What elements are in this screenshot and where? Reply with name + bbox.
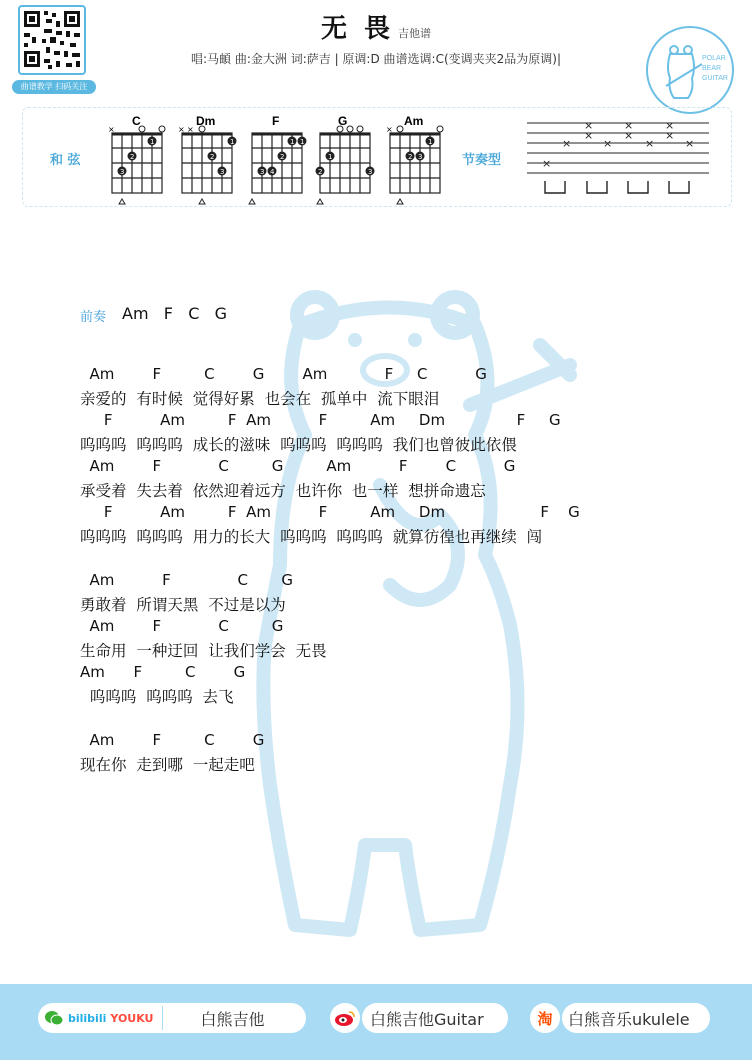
svg-text:1: 1 [328, 153, 333, 161]
svg-text:×: × [108, 125, 115, 134]
lyric-line: 勇敢着 所谓天黑 不过是以为 [80, 596, 286, 614]
chord-line: Am F C G Am F C G [80, 365, 487, 383]
song-subtitle: 吉他谱 [398, 27, 432, 40]
youku-icon: YOUKU [110, 1011, 154, 1025]
lyric-line: 呜呜呜 呜呜呜 用力的长大 呜呜呜 呜呜呜 就算彷徨也再继续 闯 [80, 528, 543, 546]
svg-text:3: 3 [368, 168, 373, 176]
footer-pill-video-label: 白熊吉他 [200, 1009, 265, 1029]
chord-line: F Am F Am F Am Dm F G [80, 411, 561, 429]
chord-diagram-g [314, 113, 378, 205]
chord-name-f: F [272, 114, 280, 128]
svg-text:1: 1 [150, 138, 155, 146]
svg-text:2: 2 [280, 153, 285, 161]
svg-text:3: 3 [220, 168, 225, 176]
rhythm-label: 节奏型 [462, 153, 502, 168]
logo-text-bear: BEAR [702, 65, 722, 72]
song-title: 无 畏 [320, 14, 395, 44]
lyric-line: 生命用 一种迂回 让我们学会 无畏 [80, 642, 327, 660]
svg-text:×: × [665, 119, 675, 132]
svg-text:×: × [584, 129, 594, 142]
svg-text:×: × [584, 119, 594, 132]
prelude-tag: 前奏 [80, 310, 107, 325]
svg-text:×: × [562, 137, 572, 150]
svg-text:×: × [542, 157, 552, 170]
chord-diagram-am [384, 113, 448, 205]
bilibili-icon: bilibili [68, 1011, 107, 1025]
footer-pill-taobao[interactable] [562, 1003, 710, 1033]
lyric-line: 承受着 失去着 依然迎着远方 也许你 也一样 想拼命遗忘 [80, 482, 486, 500]
chord-line: Am F C G [80, 731, 265, 749]
chord-line: F Am F Am F Am Dm F G [80, 503, 580, 521]
footer-pill-weibo[interactable] [362, 1003, 508, 1033]
svg-text:1: 1 [230, 138, 235, 146]
lyric-line: 亲爱的 有时候 觉得好累 也会在 孤单中 流下眼泪 [80, 390, 440, 408]
chord-diagram-c [106, 113, 170, 205]
svg-text:2: 2 [318, 168, 323, 176]
svg-text:×: × [603, 137, 613, 150]
chords-label: 和 弦 [50, 153, 81, 168]
svg-text:×: × [624, 119, 634, 132]
chord-line: Am F C G [80, 617, 284, 635]
svg-text:1: 1 [428, 138, 433, 146]
footer-pill-video[interactable] [38, 1003, 306, 1033]
footer-pill-taobao-label: 白熊音乐ukulele [568, 1009, 690, 1029]
logo-text-polar: POLAR [702, 55, 726, 62]
chord-diagram-f [246, 113, 310, 205]
polar-bear-logo [644, 24, 736, 116]
wechat-icon [44, 1010, 64, 1026]
lyric-line: 呜呜呜 呜呜呜 成长的滋味 呜呜呜 呜呜呜 我们也曾彼此依偎 [80, 436, 517, 454]
svg-text:×: × [685, 137, 695, 150]
svg-text:×: × [178, 125, 185, 134]
chord-name-c: C [132, 114, 141, 128]
bear-watermark [240, 285, 600, 950]
chord-line: Am F C G [80, 571, 293, 589]
taobao-icon[interactable]: 淘 [530, 1003, 560, 1033]
svg-text:2: 2 [408, 153, 413, 161]
svg-text:×: × [187, 125, 194, 134]
chord-name-dm: Dm [196, 114, 216, 128]
svg-text:4: 4 [270, 168, 275, 176]
chord-line: Am F C G [80, 663, 246, 681]
svg-text:×: × [645, 137, 655, 150]
song-meta: 唱:马頔 曲:金大洲 词:萨吉 | 原调:D 曲谱选调:C(变调夹夹2品为原调)| [191, 52, 561, 66]
weibo-icon[interactable] [330, 1003, 360, 1033]
pill-divider [162, 1006, 163, 1030]
svg-text:2: 2 [130, 153, 135, 161]
chord-line: Am F C G Am F C G [80, 457, 516, 475]
lyric-line: 呜呜呜 呜呜呜 去飞 [80, 688, 234, 706]
svg-text:1: 1 [300, 138, 305, 146]
song-title-block [0, 8, 752, 45]
svg-text:×: × [386, 125, 393, 134]
footer-pill-weibo-label: 白熊吉他Guitar [370, 1009, 484, 1029]
qr-caption: 曲谱教学 扫码关注 [12, 80, 96, 94]
svg-text:2: 2 [210, 153, 215, 161]
chord-diagram-dm [176, 113, 240, 205]
svg-text:1: 1 [290, 138, 295, 146]
chord-name-g: G [338, 114, 348, 128]
prelude-chords: Am F C G [122, 304, 228, 323]
svg-text:×: × [624, 129, 634, 142]
logo-text-guitar: GUITAR [702, 75, 728, 82]
chord-name-am: Am [404, 114, 424, 128]
svg-text:3: 3 [260, 168, 265, 176]
svg-text:3: 3 [418, 153, 423, 161]
svg-text:3: 3 [120, 168, 125, 176]
svg-text:×: × [665, 129, 675, 142]
rhythm-pattern [527, 117, 713, 199]
lyric-line: 现在你 走到哪 一起走吧 [80, 756, 255, 774]
